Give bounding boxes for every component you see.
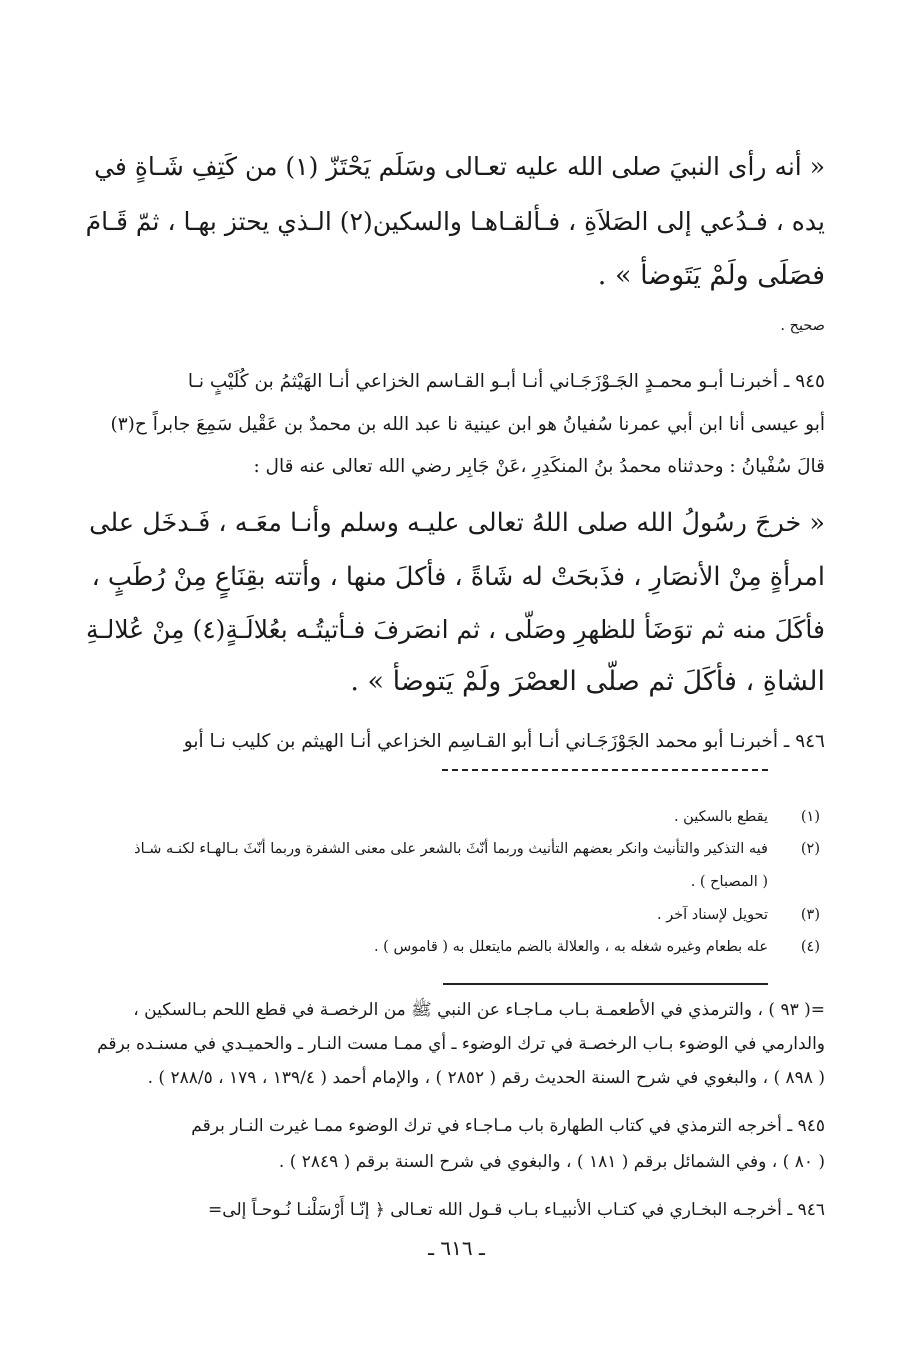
footnote-text: عله بطعام وغيره شغله به ، والعلالة بالضم مايتعلل به ( قاموس ) . [373,939,768,955]
footnote-number: (٣) [800,907,820,923]
footnote-1 [673,806,820,828]
hadith-945-matn-2: امرأةٍ مِنْ الأنصَارِ ، فذَبحَتْ له شَاةً ، فأكلَ منها ، وأتته بقِنَاعٍ مِنْ رُطَبٍ ، [91,562,825,592]
footnote-text: فيه التذكير والتأنيث وانكر بعضهم التأنيث وربما أنّثَ بالشعر على معنى الشفرة وربما أنّثَ بـالهـاء لكنـه شـاذ [134,841,768,857]
footnote-2 [134,838,820,860]
hadith-944-line-1: « أنه رأى النبيَ صلى الله عليه تعـالى وسَلَم يَحْتَزّ (١) من كَتِفِ شَـاةٍ في [94,152,825,181]
hadith-945-matn-4: الشاةِ ، فأكَلَ ثم صلّى العصْرَ ولَمْ يَتوضأ » . [350,666,825,697]
page-number: ـ ٦١٦ ـ [428,1236,485,1260]
hadith-945-isnad-2: أبو عيسى أنا ابن أبي عمرنا سُفيانُ هو ابن عينية نا عبد الله بن محمدٌ بن عَقْيل سَمِعَ جابراً ح(٣) [110,414,825,435]
takhrij-line: ٩٤٥ ـ أخرجه الترمذي في كتاب الطهارة باب مـاجـاء في ترك الوضوء ممـا غيرت النـار برقم [191,1116,825,1136]
takhrij-line: ٩٤٦ ـ أخرجـه البخـاري في كتـاب الأنبيـاء بـاب قـول الله تعـالى ﴿ إنّـا أَرْسَلْنـا نُـوحـاً إلى= [208,1200,825,1220]
footnote-2-continued [691,871,768,893]
footnote-separator [442,769,768,771]
hadith-945-matn-1: « خرجَ رسُولُ الله صلى اللهُ تعالى عليـه وسلم وأنـا معَـه ، فَـدخَل على [89,508,825,538]
footnote-number: (٢) [800,841,820,857]
footnote-text: يقطع بالسكين . [673,809,768,825]
footnote-number: (٤) [800,939,820,955]
hadith-945-isnad-3: قالَ سُفْيانُ : وحدثناه محمدُ بنُ المنكَدِرِ ،عَنْ جَابِر رضي الله تعالى عنه قال : [253,456,825,477]
hadith-grade: صحيح . [780,318,825,334]
takhrij-line: والدارمي في الوضوء بـاب الرخصـة في ترك الوضوء ـ أي ممـا مست النـار ـ والحميـدي في مسنـده برقم [97,1034,825,1054]
footnote-text: تحويل لإسناد آخر . [656,907,768,923]
hadith-946-start: ٩٤٦ ـ أخبرنـا أبو محمد الجَوْزَجَـاني أنـا أبو القـاسِم الخزاعي أنـا الهيثم بن كليب نـا أبو [183,731,825,752]
takhrij-separator [443,983,768,985]
takhrij-line: =( ٩٣ ) ، والترمذي في الأطعمـة بـاب مـاجـاء عن النبي ﷺ من الرخصـة في قطع اللحم بـالسكين ، [133,1000,825,1020]
footnote-3 [656,904,820,926]
hadith-945-isnad-1: ٩٤٥ ـ أخبرنـا أبـو محمـدٍ الجَـوْزَجَـاني أنـا أبـو القـاسم الخزاعي أنـا الهَيْثمُ بن كُلَيْبٍ نـا [187,371,825,392]
footnote-text: ( المصباح ) . [690,874,768,890]
footnote-number: (١) [800,809,820,825]
hadith-944-line-3: فصَلَى ولَمْ يَتَوضأ » . [597,260,825,291]
takhrij-line: ( ٨٩٨ ) ، والبغوي في شرح السنة الحديث رقم ( ٢٨٥٢ ) ، والإمام أحمد ( ١٣٩/٤ ، ١٧٩ ، ٢٨٨/٥ ) . [147,1068,825,1088]
footnote-4 [373,936,820,958]
hadith-945-matn-3: فأكَلَ منه ثم توَضَأ للظهرِ وصَلّى ، ثم انصَرفَ فـأتيتُـه بعُلالَـةٍ(٤) مِنْ عُلالـةِ [85,615,825,644]
hadith-944-line-2: يده ، فـدُعي إلى الصَلاَةِ ، فـألقـاهـا والسكين(٢) الـذي يحتز بهـا ، ثمّ قَـامَ [85,207,825,236]
takhrij-line: ( ٨٠ ) ، وفي الشمائل برقم ( ١٨١ ) ، والبغوي في شرح السنة برقم ( ٢٨٤٩ ) . [278,1152,825,1172]
